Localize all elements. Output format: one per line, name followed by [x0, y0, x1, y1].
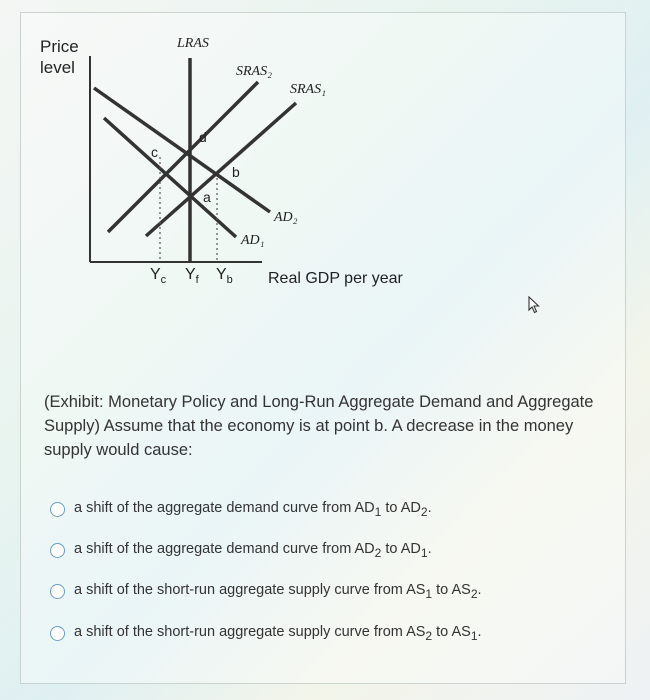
answer-option-1[interactable] [50, 500, 432, 519]
option-label: a shift of the aggregate demand curve from $AD_2$ to $AD_1$. [74, 541, 432, 560]
radio-button[interactable] [50, 543, 65, 558]
point-c-label: c [151, 144, 158, 160]
mouse-pointer-icon [526, 296, 542, 314]
option-label: a shift of the short-run aggregate supply curve from $AS_2$ to $AS_1$. [74, 624, 482, 643]
radio-button[interactable] [50, 584, 65, 599]
radio-button[interactable] [50, 502, 65, 517]
ad1-label: AD₁ [241, 233, 265, 248]
ad1-curve [104, 118, 236, 237]
sras1-label: SRAS₁ [290, 82, 326, 97]
point-b-label: b [232, 164, 240, 180]
tick-yc: $Y_c$ [150, 266, 167, 287]
answer-option-3[interactable] [50, 582, 482, 601]
option-label: a shift of the short-run aggregate supply curve from $AS_1$ to $AS_2$. [74, 582, 482, 601]
tick-yf: $Y_f$ [185, 266, 199, 287]
point-d-label: d [199, 129, 207, 145]
ad2-label: AD₂ [274, 210, 298, 225]
answer-option-4[interactable] [50, 624, 482, 643]
tick-yb: $Y_b$ [216, 266, 233, 287]
y-axis-label: Price level [40, 37, 79, 77]
sras2-label: SRAS₂ [236, 64, 272, 79]
option-label: a shift of the aggregate demand curve from $AD_1$ to $AD_2$. [74, 500, 432, 519]
x-axis-label: Real GDP per year [268, 270, 403, 287]
answer-option-2[interactable] [50, 541, 432, 560]
question-text: (Exhibit: Monetary Policy and Long-Run Aggregate Demand and Aggregate Supply) Assume that the economy is at point b. A decrease in the money supply would cause: [44, 393, 594, 459]
lras-label: LRAS [177, 36, 209, 51]
point-a-label: a [203, 189, 211, 205]
radio-button[interactable] [50, 626, 65, 641]
